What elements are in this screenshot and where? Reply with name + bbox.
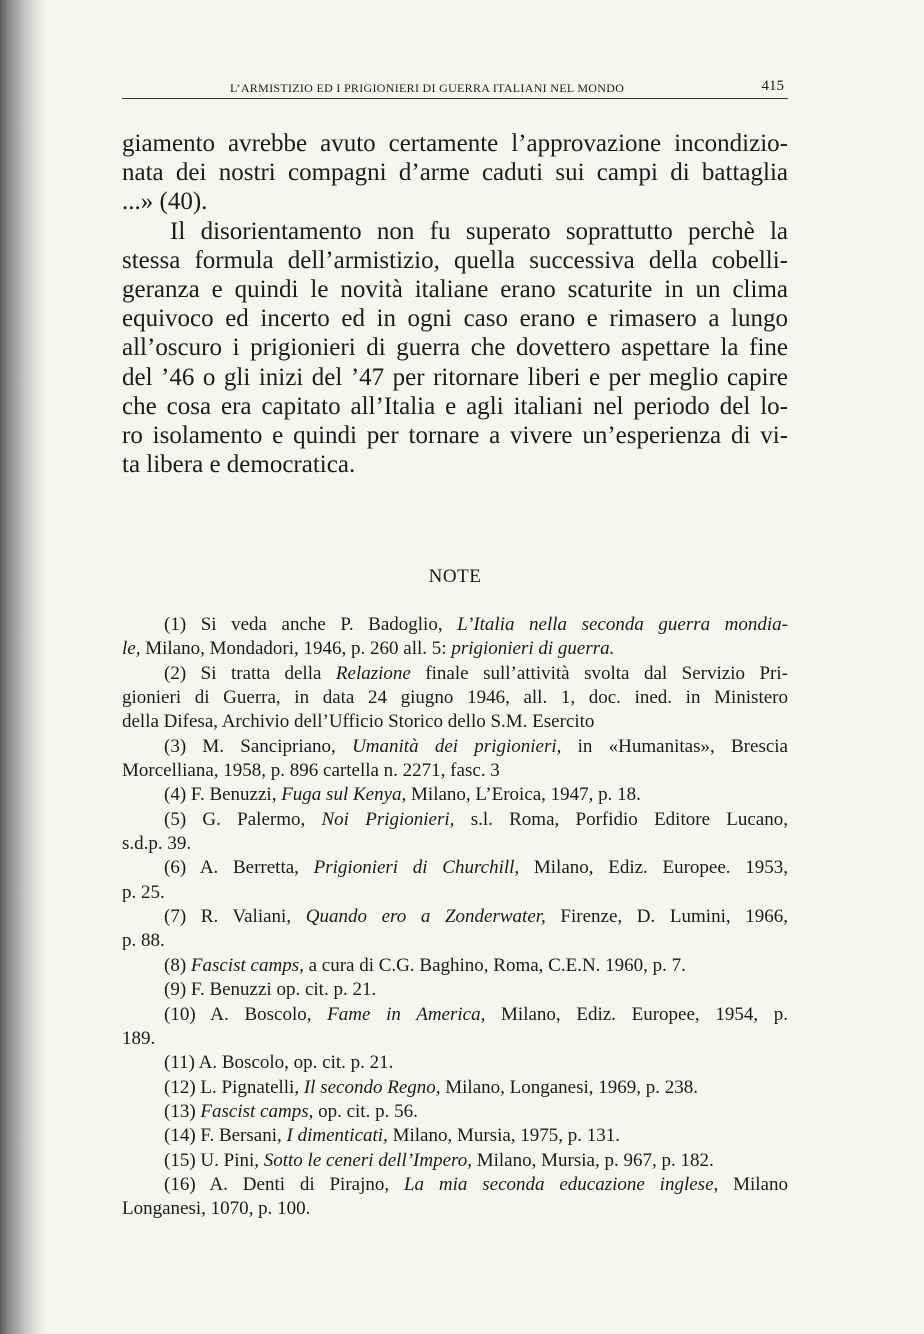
footnote-text: (13) [164, 1100, 201, 1122]
footnote-text: Milano, Ediz. Europee, 1954, p. [485, 1003, 789, 1025]
footnote-text: (3) M. Sancipriano, [164, 735, 353, 757]
footnote [122, 735, 788, 784]
footnote-text: s.l. Roma, Porfidio Editore Lucano, [454, 808, 788, 830]
footnote-title: Fame in America, [327, 1003, 486, 1025]
paragraph-2 [122, 217, 788, 480]
footnote-text: (2) Si tratta della [164, 662, 336, 684]
footnote-text: Longanesi, 1070, p. 100. [122, 1198, 311, 1220]
footnote-text: (10) A. Boscolo, [164, 1003, 328, 1025]
footnote-text: Milano, Mondadori, 1946, p. 260 all. 5: [140, 638, 452, 660]
body-text [122, 129, 788, 479]
footnote-text: gionieri di Guerra, in data 24 giugno 1946, all. 1, doc. ined. in Ministero [122, 687, 788, 709]
footnote-text: Milano [718, 1173, 788, 1195]
footnote-title: Fascist camps, [190, 954, 304, 976]
body-line: equivoco ed incerto ed in ogni caso erano e rimasero a lungo [122, 305, 788, 333]
footnote-title: Quando ero a Zonderwater, [305, 906, 546, 928]
notes-heading: NOTE [428, 566, 482, 587]
footnote [122, 856, 788, 905]
footnote-text: (12) L. Pignatelli, [164, 1076, 304, 1098]
footnote-text: a cura di C.G. Baghino, Roma, C.E.N. 1960, p. 7. [303, 954, 686, 976]
body-line: geranza e quindi le novità italiane erano scaturite in un clima [122, 276, 788, 304]
body-line: nata dei nostri compagni d’arme caduti sui campi di battaglia [122, 159, 788, 187]
footnote-text: (16) A. Denti di Pirajno, [164, 1173, 404, 1195]
footnote-text: Milano, Mursia, 1975, p. 131. [387, 1125, 621, 1147]
footnote-text: finale sull’attività svolta dal Servizio Pri- [410, 662, 788, 684]
footnote-title: Fascist camps, [200, 1100, 314, 1122]
footnote [122, 1051, 788, 1075]
running-title: L’ARMISTIZIO ED I PRIGIONIERI DI GUERRA ITALIANI NEL MONDO [230, 81, 625, 95]
footnote [122, 1173, 788, 1222]
footnote [122, 978, 788, 1002]
footnote-text: Milano, Longanesi, 1969, p. 238. [440, 1076, 699, 1098]
footnote [122, 954, 788, 978]
footnote-title: le, [122, 638, 141, 660]
page-number: 415 [761, 78, 784, 94]
footnote [122, 1124, 788, 1148]
body-line: del ’46 o gli inizi del ’47 per ritornare liberi e per meglio capire [122, 363, 788, 391]
body-line: all’oscuro i prigionieri di guerra che dovettero aspettare la fine [122, 334, 788, 362]
footnote-text: (5) G. Palermo, [164, 808, 322, 830]
footnote-text: (6) A. Berretta, [164, 857, 314, 879]
footnote-text: della Difesa, Archivio dell’Ufficio Storico dello S.M. Esercito [122, 711, 595, 733]
footnote-title: Prigionieri di Churchill, [313, 857, 520, 879]
footnote-text: Firenze, D. Lumini, 1966, [545, 906, 788, 928]
footnote-title: Sotto le ceneri dell’Impero, [263, 1149, 472, 1171]
book-spine-shadow [0, 0, 46, 1334]
footnote [122, 662, 788, 735]
footnote-text: (11) A. Boscolo, op. cit. p. 21. [164, 1052, 394, 1074]
body-line: ...» (40). [122, 188, 208, 216]
body-line: ro isolamento e quindi per tornare a vivere un’esperienza di vi- [122, 422, 788, 450]
footnote-text: (14) F. Bersani, [164, 1125, 287, 1147]
footnote-title: L’Italia nella seconda guerra mondia- [457, 614, 788, 635]
paragraph-1 [122, 129, 788, 217]
footnote-text: (1) Si veda anche P. Badoglio, [164, 614, 458, 635]
footnote-title: Umanità dei prigionieri, [352, 735, 562, 757]
footnote-text: 189. [122, 1027, 156, 1049]
footnote [122, 1100, 788, 1124]
footnote-title: Noi Prigionieri, [321, 808, 455, 830]
footnote-text: Milano, Mursia, p. 967, p. 182. [471, 1149, 714, 1171]
footnote [122, 1003, 788, 1052]
page-header [122, 78, 788, 99]
footnote-text: s.d.p. 39. [122, 833, 192, 855]
footnote-text: (9) F. Benuzzi op. cit. p. 21. [164, 979, 377, 1001]
footnote-title: Fuga sul Kenya, [281, 784, 407, 806]
footnote [122, 1076, 788, 1100]
body-line: stessa formula dell’armistizio, quella successiva della cobelli- [122, 246, 788, 274]
footnote-text: Milano, L’Eroica, 1947, p. 18. [406, 784, 641, 806]
footnote [122, 783, 788, 807]
footnote-text: (4) F. Benuzzi, [164, 784, 282, 806]
body-line: ta libera e democratica. [122, 451, 356, 479]
footnote-title: La mia seconda educazione inglese, [403, 1173, 719, 1195]
footnote-title: Relazione [335, 662, 411, 684]
footnote-text: (8) [164, 954, 191, 976]
footnote-text: p. 88. [122, 930, 165, 952]
footnote-text: (15) U. Pini, [164, 1149, 264, 1171]
footnote [122, 1149, 788, 1173]
body-line: che cosa era capitato all’Italia e agli italiani nel periodo del lo- [122, 392, 788, 420]
footnote-text: Morcelliana, 1958, p. 896 cartella n. 2271, fasc. 3 [122, 760, 500, 782]
footnote [122, 613, 788, 662]
footnote-text: in «Humanitas», Brescia [561, 735, 788, 757]
footnote-title: prigionieri di guerra. [451, 638, 615, 660]
footnote [122, 905, 788, 954]
footnote [122, 808, 788, 857]
body-line: giamento avrebbe avuto certamente l’approvazione incondizio- [122, 130, 788, 157]
footnote-text: op. cit. p. 56. [313, 1100, 418, 1122]
footnote-title: Il secondo Regno, [303, 1076, 441, 1098]
body-line: Il disorientamento non fu superato soprattutto perchè la [170, 217, 788, 245]
footnote-text: p. 25. [122, 881, 165, 903]
notes-list [122, 613, 788, 1222]
footnote-title: I dimenticati, [286, 1125, 388, 1147]
footnote-text: (7) R. Valiani, [164, 906, 306, 928]
footnote-text: Milano, Ediz. Europee. 1953, [519, 857, 789, 879]
